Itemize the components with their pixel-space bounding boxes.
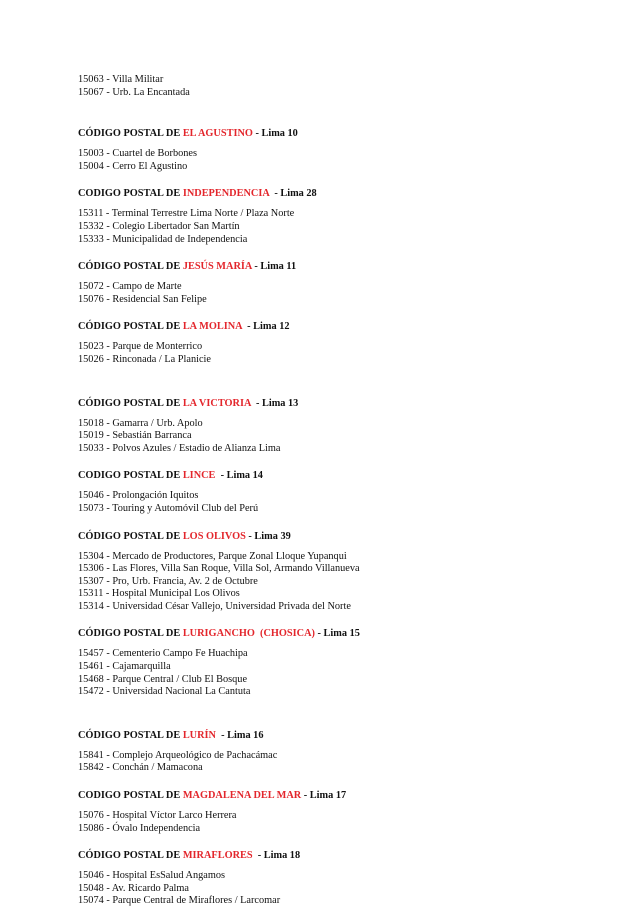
- district-name: LOS OLIVOS: [182, 530, 246, 542]
- postal-section: [78, 127, 598, 173]
- district-name: JESÚS MARÍA: [182, 261, 252, 273]
- postal-code-line: 15046 - Hospital EsSalud Angamos: [78, 870, 226, 882]
- postal-code-line: 15311 - Terminal Terrestre Lima Norte / Plaza Norte: [78, 208, 295, 220]
- heading-prefix: CÓDIGO POSTAL DE: [78, 628, 183, 640]
- section-heading: [78, 260, 598, 273]
- section-heading: [78, 127, 598, 140]
- district-name: LINCE: [182, 470, 216, 482]
- heading-suffix: - Lima 11: [251, 261, 297, 273]
- heading-suffix: - Lima 10: [252, 128, 298, 140]
- postal-code-line: 15307 - Pro, Urb. Francia, Av. 2 de Octubre: [78, 575, 258, 587]
- postal-code-line: 15003 - Cuartel de Borbones: [78, 148, 197, 160]
- heading-suffix: - Lima 12: [242, 321, 290, 333]
- postal-code-line: 15018 - Gamarra / Urb. Apolo: [78, 417, 203, 429]
- district-name: LA MOLINA: [182, 321, 243, 333]
- section-heading: [78, 320, 598, 333]
- district-name: LURÍN: [182, 729, 216, 741]
- postal-code-line: 15457 - Cementerio Campo Fe Huachipa: [78, 648, 248, 660]
- postal-code-line: 15004 - Cerro El Agustino: [78, 160, 188, 172]
- heading-prefix: CÓDIGO POSTAL DE: [78, 321, 183, 333]
- heading-suffix: - Lima 39: [245, 530, 291, 542]
- heading-suffix: - Lima 13: [250, 397, 299, 409]
- heading-prefix: CÓDIGO POSTAL DE: [78, 850, 183, 862]
- heading-prefix: CÓDIGO POSTAL DE: [78, 128, 183, 140]
- postal-code-line: 15086 - Óvalo Independencia: [78, 822, 201, 834]
- postal-code-line: 15842 - Conchán / Mamacona: [78, 762, 203, 774]
- heading-prefix: CODIGO POSTAL DE: [78, 188, 183, 200]
- postal-code-line: 15019 - Sebastián Barranca: [78, 430, 192, 442]
- postal-code-line: 15033 - Polvos Azules / Estadio de Alianza Lima: [78, 442, 281, 454]
- postal-section: [78, 320, 598, 366]
- postal-code-line: 15072 - Campo de Marte: [78, 281, 182, 293]
- district-name: MAGDALENA DEL MAR: [182, 790, 302, 802]
- district-name: EL AGUSTINO: [182, 128, 253, 140]
- heading-suffix: - Lima 14: [215, 470, 263, 482]
- intro-block: [78, 74, 598, 99]
- document-page: [78, 74, 598, 908]
- heading-prefix: CÓDIGO POSTAL DE: [78, 729, 183, 741]
- heading-prefix: CODIGO POSTAL DE: [78, 790, 183, 802]
- heading-suffix: - Lima 17: [301, 790, 347, 802]
- postal-section: [78, 187, 598, 246]
- postal-code-line: 15468 - Parque Central / Club El Bosque: [78, 673, 248, 685]
- heading-suffix: - Lima 28: [269, 188, 317, 200]
- section-heading: [78, 789, 598, 802]
- heading-prefix: CÓDIGO POSTAL DE: [78, 261, 183, 273]
- heading-suffix: - Lima 16: [216, 729, 264, 741]
- postal-section: [78, 789, 598, 835]
- postal-code-line: 15841 - Complejo Arqueológico de Pachacámac: [78, 749, 278, 761]
- postal-code-line: 15026 - Rinconada / La Planicie: [78, 353, 211, 365]
- postal-code-line: 15063 - Villa Militar: [78, 74, 164, 85]
- postal-code-line: 15472 - Universidad Nacional La Cantuta: [78, 686, 251, 698]
- postal-code-line: 15046 - Prolongación Iquitos: [78, 490, 199, 502]
- district-name: LA VICTORIA: [182, 397, 251, 409]
- section-heading: [78, 530, 598, 543]
- postal-code-line: 15023 - Parque de Monterrico: [78, 341, 203, 353]
- postal-code-line: 15048 - Av. Ricardo Palma: [78, 882, 189, 894]
- heading-prefix: CÓDIGO POSTAL DE: [78, 397, 183, 409]
- postal-section: [78, 469, 598, 515]
- postal-code-line: 15314 - Universidad César Vallejo, Universidad Privada del Norte: [78, 600, 351, 612]
- postal-code-line: 15074 - Parque Central de Miraflores / Larcomar: [78, 895, 281, 907]
- district-name: MIRAFLORES: [182, 850, 253, 862]
- postal-section: [78, 849, 598, 908]
- postal-code-line: 15311 - Hospital Municipal Los Olivos: [78, 588, 240, 600]
- postal-code-line: 15306 - Las Flores, Villa San Roque, Villa Sol, Armando Villanueva: [78, 563, 360, 575]
- postal-code-line: 15332 - Colegio Libertador San Martín: [78, 220, 240, 232]
- district-name: LURIGANCHO (CHOSICA): [182, 628, 315, 640]
- heading-suffix: - Lima 18: [252, 850, 301, 862]
- section-heading: [78, 849, 598, 862]
- section-heading: [78, 729, 598, 742]
- postal-code-line: 15461 - Cajamarquilla: [78, 661, 171, 673]
- heading-suffix: - Lima 15: [314, 628, 360, 640]
- postal-code-line: 15067 - Urb. La Encantada: [78, 86, 190, 98]
- postal-section: [78, 260, 598, 306]
- postal-section: [78, 729, 598, 775]
- postal-section: [78, 627, 598, 698]
- postal-code-line: 15333 - Municipalidad de Independencia: [78, 233, 248, 245]
- postal-code-line: 15073 - Touring y Automóvil Club del Perú: [78, 502, 259, 514]
- section-heading: [78, 397, 598, 410]
- postal-section: [78, 530, 598, 614]
- section-heading: [78, 187, 598, 200]
- section-heading: [78, 627, 598, 640]
- district-name: INDEPENDENCIA: [182, 188, 270, 200]
- postal-section: [78, 397, 598, 456]
- postal-code-line: 15304 - Mercado de Productores, Parque Zonal Lloque Yupanqui: [78, 550, 347, 562]
- heading-prefix: CODIGO POSTAL DE: [78, 470, 183, 482]
- postal-sections: [78, 127, 598, 908]
- postal-code-line: 15076 - Residencial San Felipe: [78, 293, 207, 305]
- postal-code-line: 15076 - Hospital Víctor Larco Herrera: [78, 810, 237, 822]
- section-heading: [78, 469, 598, 482]
- heading-prefix: CÓDIGO POSTAL DE: [78, 530, 183, 542]
